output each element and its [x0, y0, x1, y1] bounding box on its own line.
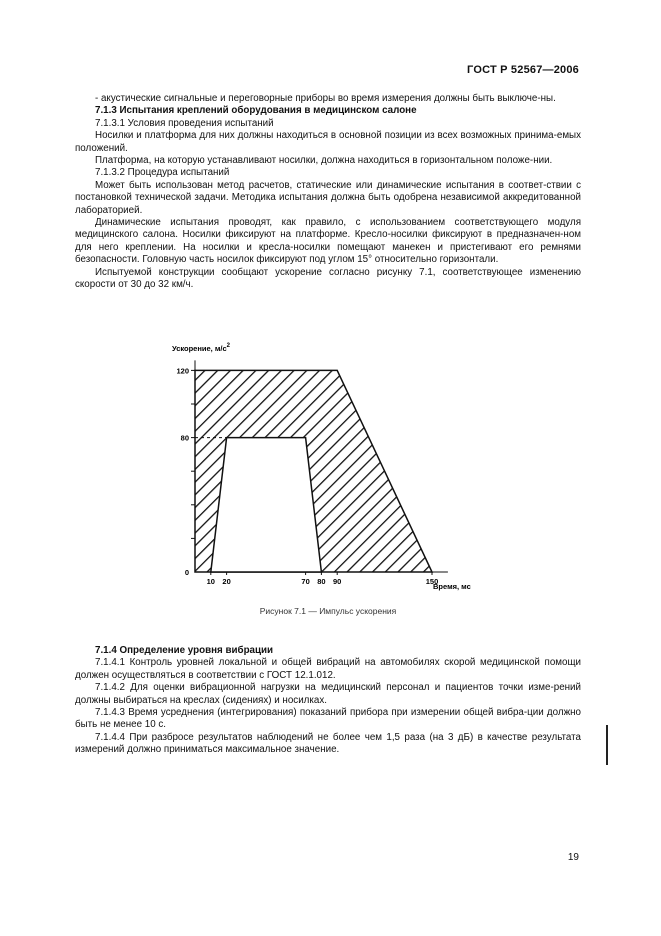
y-tick-label: 0: [184, 568, 189, 577]
paragraph: Может быть использован метод расчетов, статические или динамические испытания в соответ-ствии с постановкой технической задачи. Методика испытания должна быть одобрена независимой аккредитованной лабораторией.: [75, 179, 581, 216]
x-tick-label: 70: [301, 577, 310, 586]
inner-pulse-area: [211, 438, 322, 572]
subsection-heading: 7.1.3.2 Процедура испытаний: [95, 167, 230, 179]
paragraph: 7.1.4.1 Контроль уровней локальной и общей вибраций на автомобилях скорой медицинской помощи должен осуществляться в соответствии с ГОСТ 12.1.012.: [75, 657, 581, 681]
x-tick-label: 10: [206, 577, 215, 586]
vibration-section: [75, 645, 581, 757]
page-number: 19: [567, 852, 579, 863]
paragraph: 7.1.4.3 Время усреднения (интегрирования) показаний прибора при измерении общей вибра-ции должно быть не менее 10 с.: [75, 707, 581, 731]
y-axis-label: Ускорение, $м/с^2$: [172, 343, 230, 353]
paragraph: Испытуемой конструкции сообщают ускорение согласно рисунку 7.1, соответствующее изменению скорости от 30 до 32 км/ч.: [75, 266, 581, 291]
paragraph: 7.1.4.4 При разбросе результатов наблюдений не более чем 1,5 раза (на 3 дБ) в качестве результата измерений должно приниматься максимальное значение.: [75, 731, 581, 756]
paragraph: 7.1.4.2 Для оценки вибрационной нагрузки на медицинский персонал и пациентов точки изме-рений должны выбираться на креслах (сидениях) и носилках.: [75, 682, 581, 706]
paragraph: Динамические испытания проводят, как правило, с использованием соответствующего модуля медицинского салона. Носилки фиксируют на платформе. Кресло-носилки фиксируют в предназначен-ном для него креплении. На носилки и кресла-носилки помещают манекен и пристегивают его ремнями безопасности. Головную часть носилок фиксируют под углом 15° относительно горизонтали.: [75, 217, 581, 266]
x-tick-label: 150: [425, 577, 439, 586]
paragraph: Носилки и платформа для них должны находиться в основной позиции из всех возможных принима-емых положений.: [75, 130, 581, 154]
section-heading: 7.1.4 Определение уровня вибрации: [95, 645, 274, 656]
y-axis-ticks: [176, 366, 195, 577]
x-tick-label: 20: [222, 577, 231, 586]
x-axis-ticks: [207, 572, 439, 586]
paragraph: - акустические сигнальные и переговорные приборы во время измерения должны быть выключе-ны.: [95, 93, 556, 104]
main-text: [75, 93, 581, 292]
paragraph: Платформа, на которую устанавливают носилки, должна находиться в горизонтальном положе-нии.: [95, 155, 553, 167]
y-tick-label: 80: [180, 433, 189, 443]
y-tick-label: 120: [176, 366, 189, 376]
x-tick-label: 90: [333, 577, 342, 586]
subsection-heading: 7.1.3.1 Условия проведения испытаний: [95, 117, 274, 129]
change-bar: [606, 725, 608, 765]
standard-number: ГОСТ Р 52567—2006: [467, 64, 579, 76]
acceleration-chart: [75, 334, 581, 594]
x-tick-label: 80: [317, 577, 326, 586]
figure-caption: Рисунок 7.1 — Импульс ускорения: [259, 606, 397, 616]
acceleration-pulse-figure: [75, 334, 581, 594]
section-heading: 7.1.3 Испытания креплений оборудования в медицинском салоне: [95, 105, 417, 117]
x-axis-label: Время, мс: [433, 582, 471, 591]
